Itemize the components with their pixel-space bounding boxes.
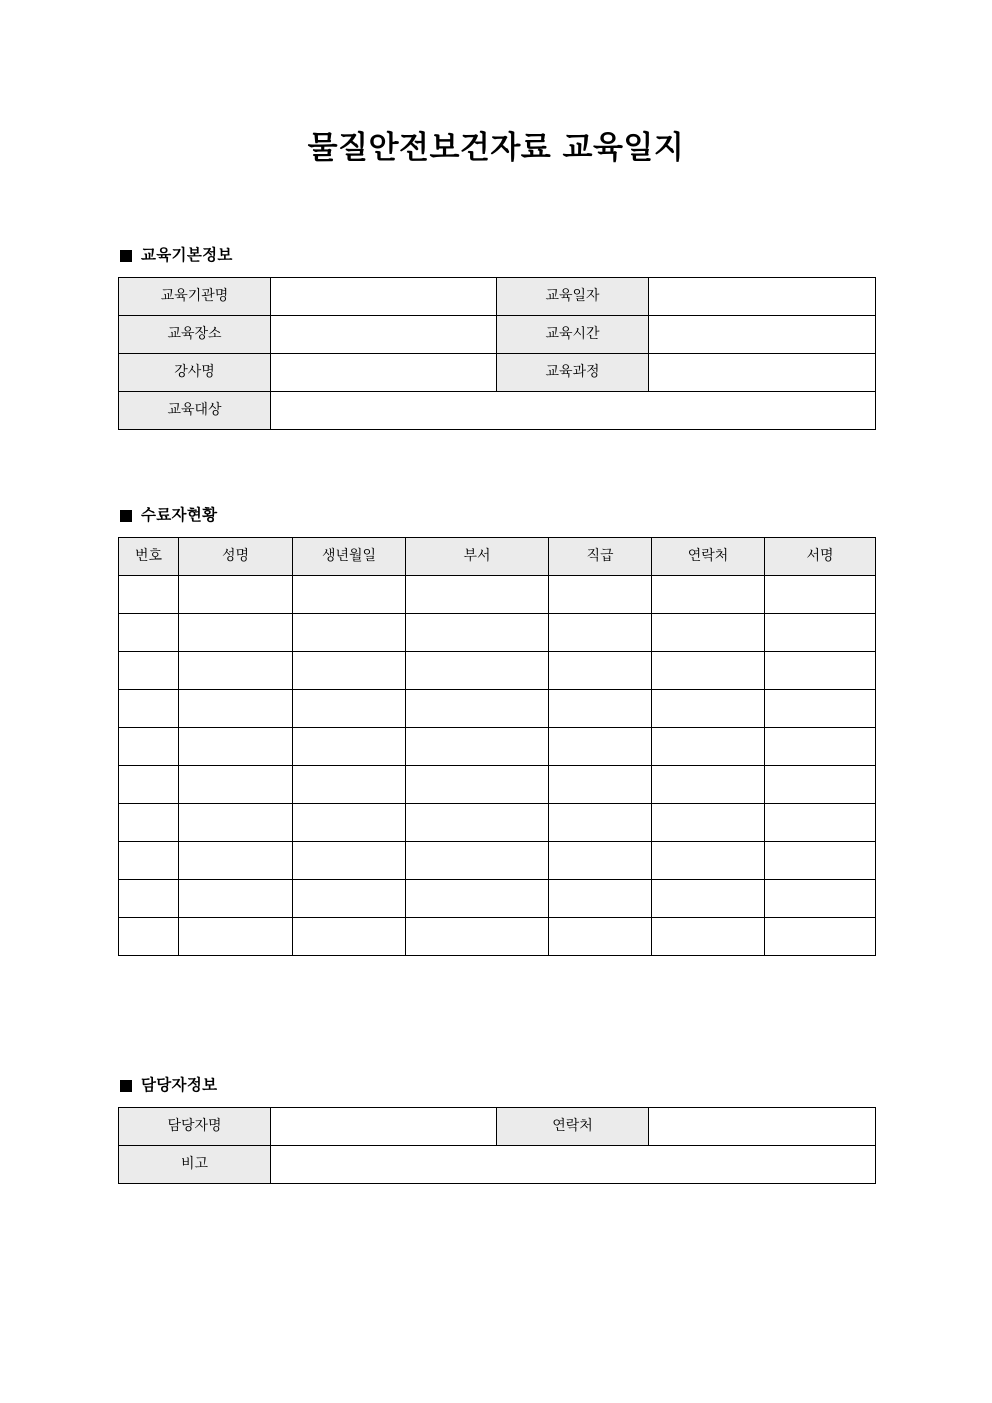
field-label-date: 교육일자 xyxy=(497,277,649,315)
table-row xyxy=(119,917,876,955)
column-header-contact: 연락처 xyxy=(652,537,765,575)
roster-cell-contact[interactable] xyxy=(652,575,765,613)
field-value-manager-name[interactable] xyxy=(271,1107,497,1145)
roster-cell-rank[interactable] xyxy=(549,841,652,879)
roster-cell-name[interactable] xyxy=(179,651,293,689)
roster-cell-department[interactable] xyxy=(406,651,549,689)
roster-cell-birthdate[interactable] xyxy=(293,917,406,955)
field-value-remarks[interactable] xyxy=(271,1145,876,1183)
roster-cell-contact[interactable] xyxy=(652,765,765,803)
roster-cell-signature[interactable] xyxy=(765,917,876,955)
roster-cell-department[interactable] xyxy=(406,879,549,917)
roster-cell-number[interactable] xyxy=(119,765,179,803)
roster-cell-birthdate[interactable] xyxy=(293,651,406,689)
column-header-department: 부서 xyxy=(406,537,549,575)
roster-cell-department[interactable] xyxy=(406,689,549,727)
bullet-square-icon xyxy=(120,1080,132,1092)
field-label-instructor: 강사명 xyxy=(119,353,271,391)
field-label-target: 교육대상 xyxy=(119,391,271,429)
bullet-square-icon xyxy=(120,510,132,522)
roster-cell-contact[interactable] xyxy=(652,613,765,651)
roster-cell-signature[interactable] xyxy=(765,651,876,689)
roster-cell-rank[interactable] xyxy=(549,689,652,727)
roster-cell-signature[interactable] xyxy=(765,841,876,879)
table-row xyxy=(119,841,876,879)
roster-cell-number[interactable] xyxy=(119,575,179,613)
roster-cell-department[interactable] xyxy=(406,917,549,955)
roster-cell-number[interactable] xyxy=(119,841,179,879)
basic-info-table xyxy=(118,277,876,430)
roster-cell-signature[interactable] xyxy=(765,727,876,765)
field-label-institution: 교육기관명 xyxy=(119,277,271,315)
roster-cell-signature[interactable] xyxy=(765,803,876,841)
section-heading-roster xyxy=(120,508,875,524)
roster-cell-birthdate[interactable] xyxy=(293,689,406,727)
table-row xyxy=(119,391,876,429)
roster-cell-birthdate[interactable] xyxy=(293,841,406,879)
roster-cell-number[interactable] xyxy=(119,879,179,917)
roster-cell-birthdate[interactable] xyxy=(293,879,406,917)
field-label-manager-name: 담당자명 xyxy=(119,1107,271,1145)
roster-cell-name[interactable] xyxy=(179,613,293,651)
roster-cell-department[interactable] xyxy=(406,841,549,879)
field-value-instructor[interactable] xyxy=(271,353,497,391)
roster-body xyxy=(119,575,876,955)
roster-cell-contact[interactable] xyxy=(652,689,765,727)
roster-cell-contact[interactable] xyxy=(652,917,765,955)
roster-cell-name[interactable] xyxy=(179,803,293,841)
field-label-manager-contact: 연락처 xyxy=(497,1107,649,1145)
roster-cell-rank[interactable] xyxy=(549,727,652,765)
roster-table xyxy=(118,537,876,956)
field-label-location: 교육장소 xyxy=(119,315,271,353)
roster-cell-contact[interactable] xyxy=(652,879,765,917)
roster-cell-contact[interactable] xyxy=(652,727,765,765)
roster-cell-name[interactable] xyxy=(179,841,293,879)
field-value-date[interactable] xyxy=(649,277,876,315)
table-row xyxy=(119,879,876,917)
field-value-institution[interactable] xyxy=(271,277,497,315)
section-roster xyxy=(118,508,875,956)
column-header-signature: 서명 xyxy=(765,537,876,575)
roster-cell-signature[interactable] xyxy=(765,765,876,803)
roster-cell-name[interactable] xyxy=(179,727,293,765)
roster-cell-signature[interactable] xyxy=(765,689,876,727)
column-header-name: 성명 xyxy=(179,537,293,575)
roster-cell-department[interactable] xyxy=(406,575,549,613)
roster-cell-rank[interactable] xyxy=(549,613,652,651)
roster-cell-contact[interactable] xyxy=(652,651,765,689)
page-title: 물질안전보건자료 교육일지 xyxy=(307,130,685,166)
roster-cell-name[interactable] xyxy=(179,765,293,803)
table-row xyxy=(119,1107,876,1145)
roster-cell-department[interactable] xyxy=(406,727,549,765)
table-row xyxy=(119,727,876,765)
field-value-course[interactable] xyxy=(649,353,876,391)
roster-cell-rank[interactable] xyxy=(549,917,652,955)
section-heading-basic-info xyxy=(120,248,875,264)
section-basic-info xyxy=(118,248,875,430)
roster-cell-department[interactable] xyxy=(406,765,549,803)
field-label-duration: 교육시간 xyxy=(497,315,649,353)
table-row xyxy=(119,765,876,803)
section-heading-manager-info xyxy=(120,1078,875,1094)
roster-cell-birthdate[interactable] xyxy=(293,803,406,841)
table-row xyxy=(119,575,876,613)
roster-cell-rank[interactable] xyxy=(549,575,652,613)
section-manager-info xyxy=(118,1078,875,1184)
section-heading-label: 담당자정보 xyxy=(141,1076,218,1094)
manager-info-table xyxy=(118,1107,876,1184)
roster-cell-name[interactable] xyxy=(179,879,293,917)
column-header-number: 번호 xyxy=(119,537,179,575)
roster-cell-contact[interactable] xyxy=(652,841,765,879)
roster-cell-signature[interactable] xyxy=(765,575,876,613)
roster-cell-birthdate[interactable] xyxy=(293,575,406,613)
table-row xyxy=(119,613,876,651)
column-header-rank: 직급 xyxy=(549,537,652,575)
roster-cell-signature[interactable] xyxy=(765,613,876,651)
roster-cell-birthdate[interactable] xyxy=(293,765,406,803)
table-row xyxy=(119,1145,876,1183)
column-header-birthdate: 생년월일 xyxy=(293,537,406,575)
roster-cell-contact[interactable] xyxy=(652,803,765,841)
roster-cell-birthdate[interactable] xyxy=(293,613,406,651)
field-label-course: 교육과정 xyxy=(497,353,649,391)
roster-cell-signature[interactable] xyxy=(765,879,876,917)
roster-cell-number[interactable] xyxy=(119,689,179,727)
roster-cell-name[interactable] xyxy=(179,575,293,613)
roster-cell-number[interactable] xyxy=(119,727,179,765)
roster-cell-department[interactable] xyxy=(406,803,549,841)
table-row xyxy=(119,353,876,391)
table-row xyxy=(119,315,876,353)
field-value-duration[interactable] xyxy=(649,315,876,353)
bullet-square-icon xyxy=(120,250,132,262)
roster-cell-number[interactable] xyxy=(119,613,179,651)
roster-cell-rank[interactable] xyxy=(549,765,652,803)
roster-cell-rank[interactable] xyxy=(549,879,652,917)
roster-cell-name[interactable] xyxy=(179,917,293,955)
roster-cell-number[interactable] xyxy=(119,803,179,841)
roster-cell-rank[interactable] xyxy=(549,803,652,841)
roster-cell-number[interactable] xyxy=(119,651,179,689)
table-row xyxy=(119,689,876,727)
field-label-remarks: 비고 xyxy=(119,1145,271,1183)
section-heading-label: 수료자현황 xyxy=(141,506,218,524)
field-value-location[interactable] xyxy=(271,315,497,353)
table-row xyxy=(119,277,876,315)
roster-cell-birthdate[interactable] xyxy=(293,727,406,765)
field-value-target[interactable] xyxy=(271,391,876,429)
roster-cell-rank[interactable] xyxy=(549,651,652,689)
roster-header-row xyxy=(119,537,876,575)
section-heading-label: 교육기본정보 xyxy=(141,246,233,264)
table-row xyxy=(119,651,876,689)
roster-cell-department[interactable] xyxy=(406,613,549,651)
roster-cell-name[interactable] xyxy=(179,689,293,727)
table-row xyxy=(119,803,876,841)
roster-cell-number[interactable] xyxy=(119,917,179,955)
field-value-manager-contact[interactable] xyxy=(649,1107,876,1145)
